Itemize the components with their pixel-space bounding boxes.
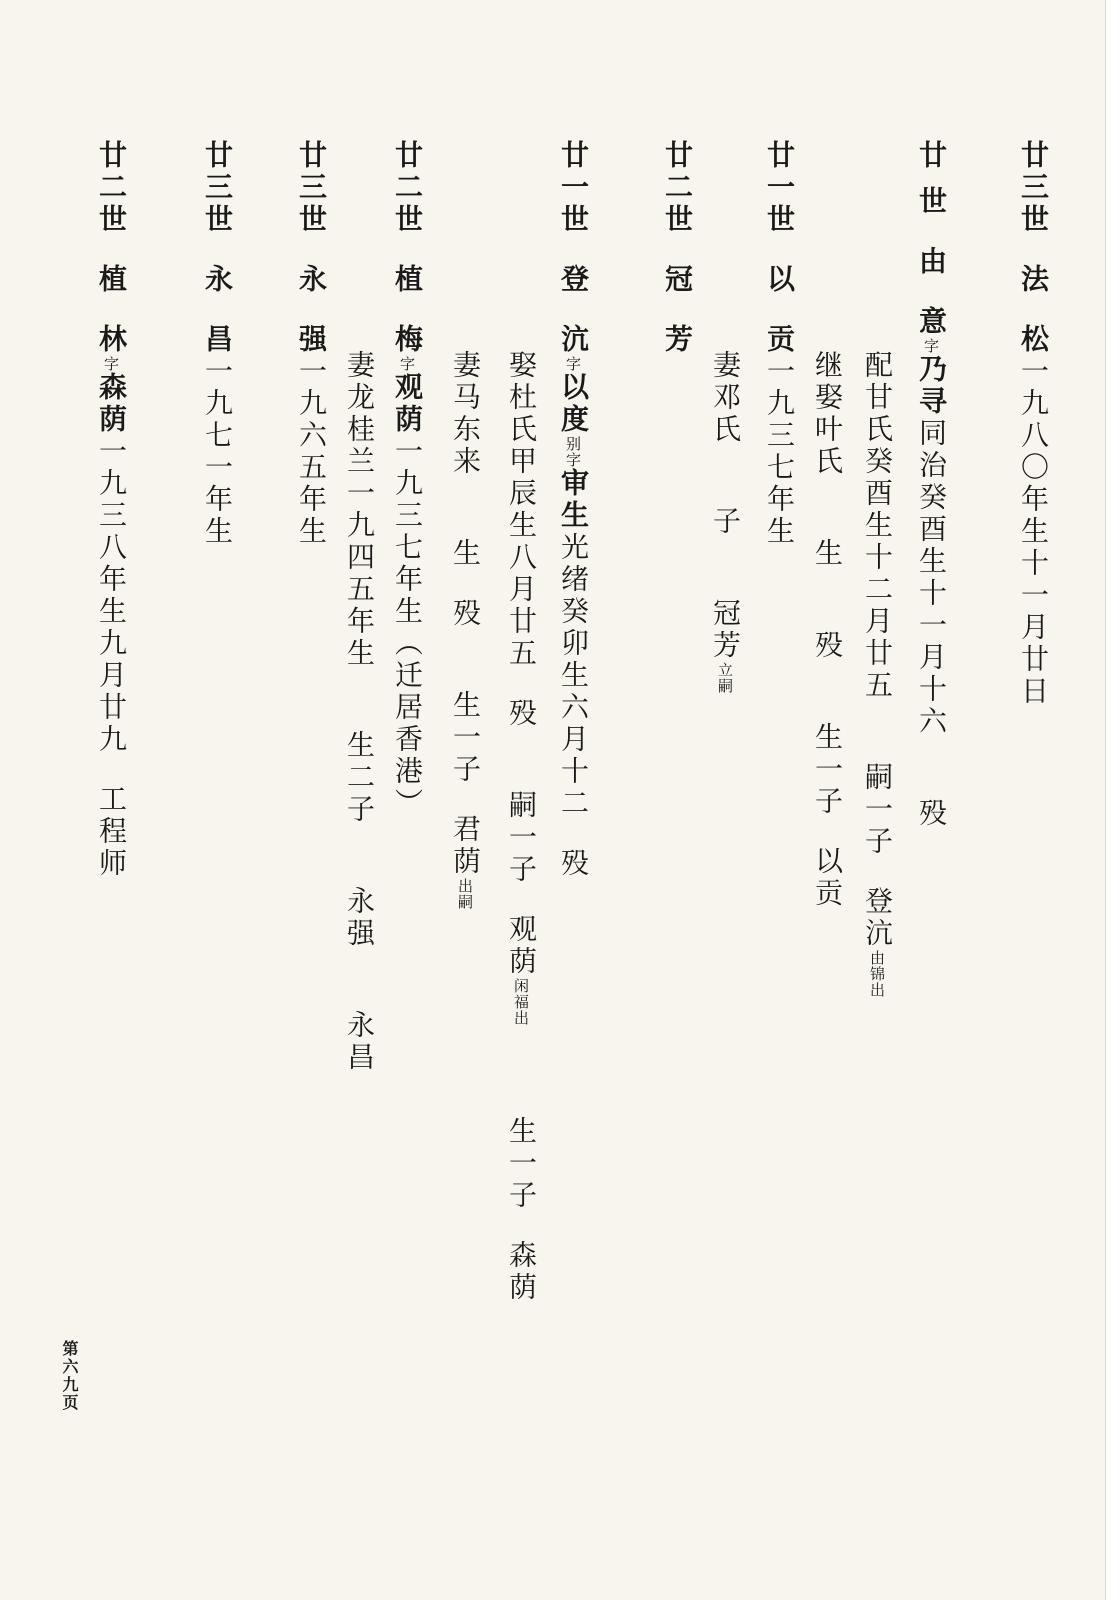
entry-zhilin (96, 140, 126, 880)
entry-text: 一九三七年生（迁居香港） (391, 436, 424, 820)
name-first: 植 (391, 264, 424, 296)
entry-yongqiang (296, 140, 326, 548)
courtesy-name-2: 审生 (557, 468, 590, 532)
heir-name: 观荫 (505, 914, 538, 978)
entry-youyi (916, 140, 946, 830)
name-second: 芳 (661, 324, 694, 356)
child-name: 冠芳 (709, 598, 742, 662)
born-text: 生 (811, 538, 844, 570)
child-text: 子 (709, 506, 742, 538)
spouse-du (506, 350, 536, 1304)
courtesy-name: 以度 (557, 372, 590, 436)
entry-text: 光绪癸卯生六月十二 (557, 532, 590, 820)
died-text: 殁 (811, 630, 844, 662)
name-first: 植 (95, 264, 128, 296)
child-text: 生一子 (811, 722, 844, 818)
name-second: 强 (295, 324, 328, 356)
spouse-deng (710, 350, 740, 694)
zi-note: 字 (564, 356, 582, 372)
courtesy-name: 乃寻 (915, 353, 948, 418)
child-text: 生一子 (449, 690, 482, 786)
name-first: 冠 (661, 264, 694, 296)
name-second: 林 (95, 324, 128, 356)
name-second: 昌 (201, 324, 234, 356)
name-first: 法 (1017, 264, 1050, 296)
generation: 廿二世 (661, 140, 694, 236)
entry-guanfang (662, 140, 692, 356)
generation: 廿三世 (1017, 140, 1050, 236)
child-name: 以贡 (811, 846, 844, 910)
courtesy-name: 森荫 (95, 372, 128, 436)
entry-yongchang (202, 140, 232, 548)
entry-text: 同治癸酉生十一月十六 (915, 417, 948, 738)
entry-denghang (558, 140, 588, 880)
entry-text: 一九六五年生 (295, 356, 328, 548)
name-first: 由 (915, 245, 948, 278)
heir-name: 登沆 (861, 886, 894, 950)
spouse-text: 妻邓氏 (709, 350, 742, 446)
child-name: 永强 (343, 886, 376, 950)
name-first: 以 (763, 264, 796, 296)
died-text: 殁 (505, 698, 538, 730)
zi-note: 字 (102, 356, 120, 372)
courtesy-name: 观荫 (391, 372, 424, 436)
spouse-text: 配甘氏癸酉生十二月廿五 (861, 350, 894, 702)
child-name: 森荫 (505, 1240, 538, 1304)
entry-text: 一九三七年生 (763, 356, 796, 548)
occupation: 工程师 (95, 784, 128, 880)
heir-note: 闲福出 (512, 978, 530, 1026)
name-second: 贡 (763, 324, 796, 356)
died-text: 殁 (915, 797, 948, 830)
entry-text: 一九八〇年生十一月廿日 (1017, 356, 1050, 708)
entry-text: 一九三八年生九月廿九 (95, 436, 128, 756)
spouse-gan (862, 350, 892, 998)
heir-text: 嗣一子 (505, 790, 538, 886)
generation: 廿二世 (95, 140, 128, 236)
generation: 廿一世 (763, 140, 796, 236)
entry-yigong (764, 140, 794, 548)
name-first: 永 (295, 264, 328, 296)
name-first: 永 (201, 264, 234, 296)
generation: 廿二世 (391, 140, 424, 236)
zi-note: 字 (922, 337, 940, 354)
child-text: 生一子 (505, 1116, 538, 1212)
spouse-ma (450, 350, 480, 910)
born-text: 生 (449, 538, 482, 570)
page-number: 第六九页 (60, 1340, 79, 1412)
entry-text: 一九七一年生 (201, 356, 234, 548)
died-text: 殁 (557, 848, 590, 880)
child-text: 生二子 (343, 730, 376, 826)
name-second: 意 (915, 305, 948, 338)
entry-fasong (1018, 140, 1048, 708)
name-first: 登 (557, 264, 590, 296)
name-second: 松 (1017, 324, 1050, 356)
spouse-text: 娶杜氏甲辰生八月廿五 (505, 350, 538, 670)
spouse-ye (812, 350, 842, 910)
entry-zhimei (392, 140, 422, 820)
died-text: 殁 (449, 598, 482, 630)
heir-text: 嗣一子 (861, 762, 894, 858)
spouse-text: 妻龙桂兰一九四五年生 (343, 350, 376, 670)
spouse-text: 妻马东来 (449, 350, 482, 478)
zi-note: 字 (398, 356, 416, 372)
generation: 廿三世 (201, 140, 234, 236)
generation: 廿一世 (557, 140, 590, 236)
heir-note: 由锦出 (868, 950, 886, 998)
zi2-note: 别字 (564, 436, 582, 468)
name-second: 梅 (391, 324, 424, 356)
spouse-text: 继娶叶氏 (811, 350, 844, 478)
child-note: 出嗣 (456, 878, 474, 910)
generation: 廿三世 (295, 140, 328, 236)
child-name-2: 永昌 (343, 1010, 376, 1074)
child-name: 君荫 (449, 814, 482, 878)
spouse-long (344, 350, 374, 1074)
child-note: 立嗣 (716, 662, 734, 694)
generation: 廿 世 (915, 140, 948, 218)
page-right-edge (1105, 0, 1120, 1600)
name-second: 沆 (557, 324, 590, 356)
